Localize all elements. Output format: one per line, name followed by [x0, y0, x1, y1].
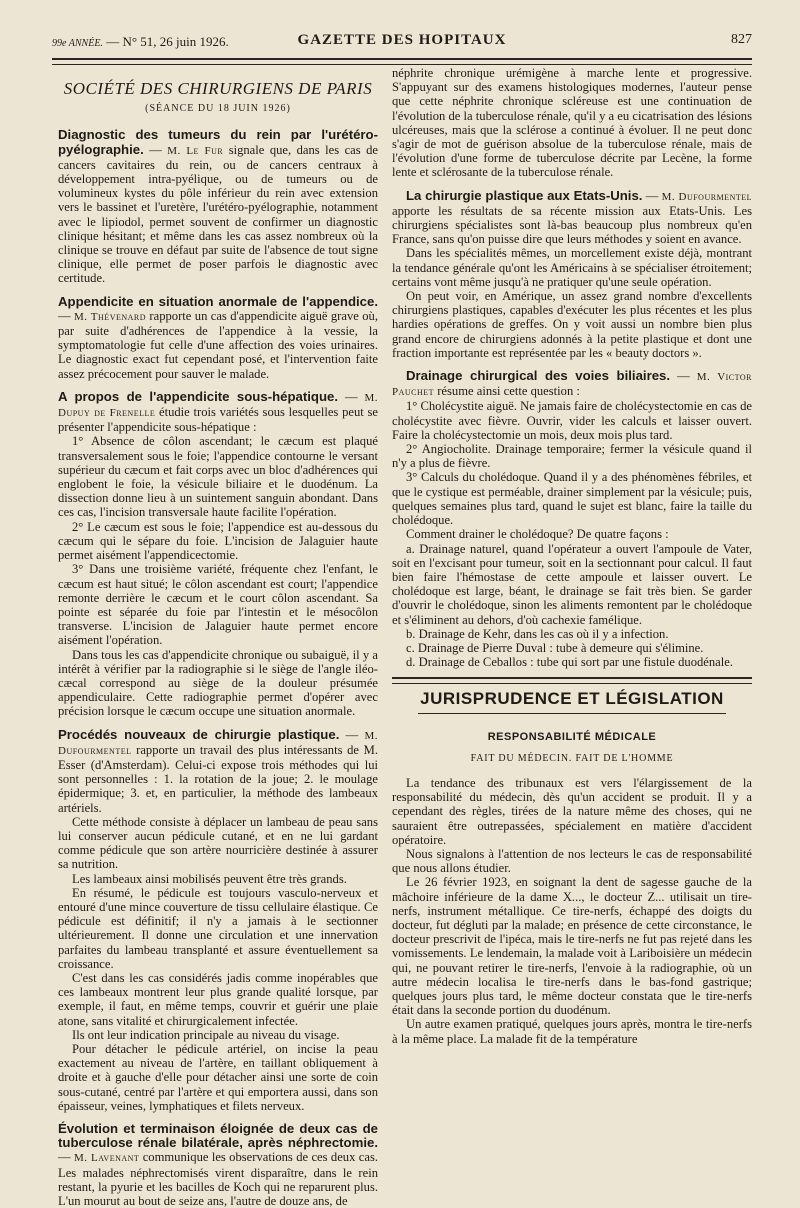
body-paragraph: néphrite chronique urémigène à marche lente et progressive. S'appuyant sur des examens histologiques modernes, l'auteur pense que cette néphrite chronique scléreuse est une continuation de l'évolution de la tuberculose rénale, qu'il y a eu cicatrisation des lésions ulcéreuses, mais que la sclérose a continué à évoluer. Il ne peut donc s'agir de mot de guérison absolue de la tuberculose rénale, mais de l'évolution d'une forme de tuberculose décrite par Lecène, la forme lente et sclérosante de la tuberculose rénale. — [392, 66, 752, 180]
page-number: 827 — [731, 32, 752, 47]
article-author: M. Lavenant — [73, 1152, 140, 1165]
article-author: M. Le Fur — [167, 144, 224, 157]
body-paragraph: En résumé, le pédicule est toujours vasculo-nerveux et entouré d'une mince couverture de tissu cellulaire élastique. Ce pédicule est définitif; il n'y a jamais à le sectionner ultérieurement. Il donne une circulation et une innervation parfaites du lambeau transplanté et assure éventuellement sa croissance. — [58, 885, 378, 971]
body-paragraph: a. Drainage naturel, quand l'opérateur a ouvert l'ampoule de Vater, soit en l'excisant pour tumeur, soit en la sectionnant pour calcul. Il faut bien faire l'hémostase de cette ampoule et laisser ouvert. Le cholédoque est large, béant, le drainage se fait très bien. Se garder d'ouvrir le cholédoque, sinon les aliments remontent par le cholédoque et s'éliminent au dehors, d'où cachexie famélique. — [392, 541, 752, 627]
header-rule — [52, 58, 752, 65]
body-paragraph: Pour détacher le pédicule artériel, on incise la peau exactement au niveau de l'artère, en taillant obliquement à droite et à gauche d'elle pour détacher ainsi une sorte de coin sous-cutané, centré par l'artère et qui emportera aussi, dans son épaisseur, veines, lymphatiques et filets nerveux. — [58, 1042, 378, 1113]
section-rule — [392, 677, 752, 684]
body-paragraph: Cette méthode consiste à déplacer un lambeau de peau sans lui conserver aucun pédicule cutané, et en ne lui gardant comme pédicule que son artère nourricière destinée à assurer sa nutrition. — [58, 814, 378, 872]
body-paragraph: On peut voir, en Amérique, un assez grand nombre d'excellents chirurgiens plastiques, capables d'exécuter les plus récentes et les plus hardies opérations de greffes. On y voit aussi un nombre bien plus grand encore de chirurgiens adonnés à la petite plastique et dont une fraction importante est représentée par les « beauty doctors ». — [392, 289, 752, 360]
journal-title: GAZETTE DES HOPITAUX — [297, 32, 507, 48]
issue-number: — N° 51, 26 juin 1926. — [106, 34, 229, 49]
body-paragraph: 2° Le cæcum est sous le foie; l'appendice est au-dessous du cæcum qui le sépare du foie. L'incision de Jalaguier haute permet aisément l'appendicectomie. — [58, 519, 378, 563]
body-paragraph: 3° Dans une troisième variété, fréquente chez l'enfant, le cæcum est haut situé; le côlon ascendant est court; l'appendice remonte derrière le cæcum et le court côlon ascendant. Sa pointe est séparée du foie par l'intestin et le mésocôlon transverse. L'incision de Jalaguier haute permet encore aisément l'opération. — [58, 562, 378, 648]
body-paragraph: 2° Angiocholite. Drainage temporaire; fermer la vésicule quand il n'y a plus de fièvre. — [392, 442, 752, 471]
body-paragraph: Un autre examen pratiqué, quelques jours après, montra le tire-nerfs à la même place. La malade fit de la température — [392, 1017, 752, 1046]
article-paragraph: La chirurgie plastique aux Etats-Unis. — M. Dufourmentel apporte les résultats de sa récente mission aux Etats-Unis. Les chirurgiens spécialistes sont là-bas beaucoup plus nombreux qu'en France, sans qu'on puisse dire que leurs méthodes y soient en avance. — [392, 187, 753, 247]
article-paragraph: Drainage chirurgical des voies biliaires. — M. Victor Pauchet résume ainsi cette question : — [392, 368, 752, 399]
article-author: M. Dufourmentel — [58, 729, 378, 757]
right-column — [392, 66, 752, 1046]
section-subtitle: (SÉANCE DU 18 JUIN 1926) — [145, 103, 291, 115]
article-title: RESPONSABILITÉ MÉDICALE — [487, 730, 657, 743]
title-underline — [418, 713, 726, 714]
article-paragraph: Procédés nouveaux de chirurgie plastique. — M. Dufourmentel rapporte un travail des plus intéressants de M. Esser (d'Amsterdam). Celui-ci expose trois méthodes qui lui sont personnelles : 1. la rotation de la joue; 2. le moulage épidermique; 3. et, en particulier, la méthode des lambeaux artériels. — [58, 726, 378, 815]
article-paragraph: A propos de l'appendicite sous-hépatique. — M. Dupuy de Frenelle étudie trois variétés sous lesquelles peut se présenter l'appendicite sous-hépatique : — [58, 388, 379, 435]
article-heading: Procédés nouveaux de chirurgie plastique. — [58, 726, 340, 742]
body-paragraph: Dans tous les cas d'appendicite chronique ou subaiguë, il y a intérêt à vérifier par la radiographie si le siège de l'angle iléo-cæcal correspond au siège de la douleur présumée appendiculaire. Cette radiographie permet d'opérer avec précision lorsque le cæcum occupe une situation anormale. — [58, 647, 378, 719]
jurisprudence-title: JURISPRUDENCE ET LÉGISLATION — [420, 689, 724, 709]
body-paragraph: C'est dans les cas considérés jadis comme inopérables que ces lambeaux montrent leur plus grande qualité lorsque, par exemple, il faut, en même temps, couvrir et guérir une plaie atone, sans vitalité et chirurgicalement infectée. — [58, 970, 378, 1028]
body-paragraph: 1° Cholécystite aiguë. Ne jamais faire de cholécystectomie en cas de cholécystite avec fièvre. Ouvrir, vider les calculs et laisser ouvert. Faire la cholécystectomie un mois, deux mois plus tard. — [392, 399, 752, 442]
body-paragraph: b. Drainage de Kehr, dans les cas où il y a infection. — [406, 626, 669, 641]
body-paragraph: d. Drainage de Ceballos : tube qui sort par une fistule duodénale. — [406, 655, 733, 670]
article-author: M. Victor Pauchet — [392, 371, 752, 399]
article-heading: La chirurgie plastique aux Etats-Unis. — [406, 187, 643, 203]
left-column — [58, 66, 378, 1208]
article-author: M. Dufourmentel — [661, 190, 753, 203]
article-author: M. Thévenard — [73, 310, 147, 323]
article-paragraph: Diagnostic des tumeurs du rein par l'urétéro-pyélographie. — M. Le Fur signale que, dans les cas de cancers cavitaires du rein, ou de cancers centraux à développement intra-pyélique, ou de tumeurs ou de volumineux kystes du pôle inférieur du rein avec extension vers le bassinet et l'uretère, l'urétéro-pyélographie, notamment avec le lipiodol, permet souvent de confirmer un diagnostic clinique hésitant; et même dans les cas assez nombreux où la clinique se trouve en défaut par suite de l'absence de tout signe clinique, elle permet de poser parfois le diagnostic avec certitude. — [58, 127, 378, 286]
article-paragraph: Évolution et terminaison éloignée de deux cas de tuberculose rénale bilatérale, après néphrectomie. — M. Lavenant communique les observations de ces deux cas. Les malades néphrectomisés virent disparaître, dans le rein restant, la pyurie et les bacilles de Koch qui ne reparurent plus. L'un mourut au bout de seize ans, l'autre de douze ans, de — [58, 1121, 378, 1208]
body-paragraph: c. Drainage de Pierre Duval : tube à demeure qui s'élimine. — [406, 640, 704, 655]
article-heading: Diagnostic des tumeurs du rein par l'urétéro-pyélographie. — [58, 127, 378, 157]
article-author: M. Dupuy de Frenelle — [58, 391, 379, 420]
article-heading: A propos de l'appendicite sous-hépatique. — [58, 388, 339, 404]
body-paragraph: Dans les spécialités mêmes, un morcellement existe déjà, montrant la tendance générale qu'ont les Américains à se spécialiser étroitement; certains vont même jusqu'à ne pratiquer qu'une seule opération. — [392, 246, 752, 289]
section-title: SOCIÉTÉ DES CHIRURGIENS DE PARIS — [63, 79, 373, 98]
body-paragraph: 3° Calculs du cholédoque. Quand il y a des phénomènes fébriles, et que le cystique est perméable, drainer simplement par la vésicule; puis, quelques semaines plus tard, quand le sujet est blanc, faire la taille du cholédoque. — [392, 470, 752, 528]
body-paragraph: Ils ont leur indication principale au niveau du visage. — [72, 1027, 340, 1042]
body-paragraph: Les lambeaux ainsi mobilisés peuvent être très grands. — [72, 871, 347, 886]
page-header — [52, 30, 752, 52]
article-subtitle: FAIT DU MÉDECIN. FAIT DE L'HOMME — [470, 752, 674, 764]
body-paragraph: Nous signalons à l'attention de nos lecteurs le cas de responsabilité que nous allons étudier. — [392, 846, 752, 876]
article-heading: Évolution et terminaison éloignée de deux cas de tuberculose rénale bilatérale, après néphrectomie. — [58, 1121, 378, 1151]
article-heading: Appendicite en situation anormale de l'appendice. — [58, 293, 378, 309]
body-paragraph: Comment drainer le cholédoque? De quatre façons : — [406, 527, 669, 542]
body-paragraph: La tendance des tribunaux est vers l'élargissement de la responsabilité du médecin, dès qu'un accident se produit. Il y a cependant des règles, tirées de la nature même des choses, qui ne sauraient être outrepassées, spécialement en matière d'accident opératoire. — [392, 775, 752, 847]
edition-label: 99e ANNÉE. — [52, 38, 103, 49]
article-paragraph: Appendicite en situation anormale de l'appendice. — M. Thévenard rapporte un cas d'appendicite aiguë grave où, par suite d'adhérences de l'appendice à la vessie, la symptomatologie fut celle d'une affection des voies urinaires. Le diagnostic exact fut cependant posé, et l'intervention faite assez précocement pour sauver le malade. — [58, 293, 378, 381]
body-paragraph: Le 26 février 1923, en soignant la dent de sagesse gauche de la mâchoire inférieure de la dame X..., le docteur Z... utilisait un tire-nerfs, instrument métallique. Ce tire-nerfs, échappé des doigts du docteur, fut dégluti par la malade; en présence de cette circonstance, le docteur prescrivit de l'ipéca, mais le tire-nerfs ne fut pas rejeté dans les vomissements. Le lendemain, la malade voit à Lariboisière un médecin qui, ne pouvant retirer le tire-nerfs, l'envoie à la radiographie, où un autre médecin localisa le tire-nerfs dans le bas-fond gastrique; quelques jours plus tard, le même docteur constata que le tire-nerfs était dans la seconde portion du duodénum. — [392, 875, 752, 1018]
body-paragraph: 1° Absence de côlon ascendant; le cæcum est plaqué transversalement sous le foie; l'appendice contourne le versant supérieur du cæcum et fait corps avec un bloc d'adhérences qui englobent le foie, la vésicule biliaire et le duodénum. La dissection donne lieu à un suintement sanguin abondant. Dans ces cas, l'incision transversale haute facilite l'opération. — [58, 434, 378, 520]
article-heading: Drainage chirurgical des voies biliaires. — [406, 368, 671, 384]
